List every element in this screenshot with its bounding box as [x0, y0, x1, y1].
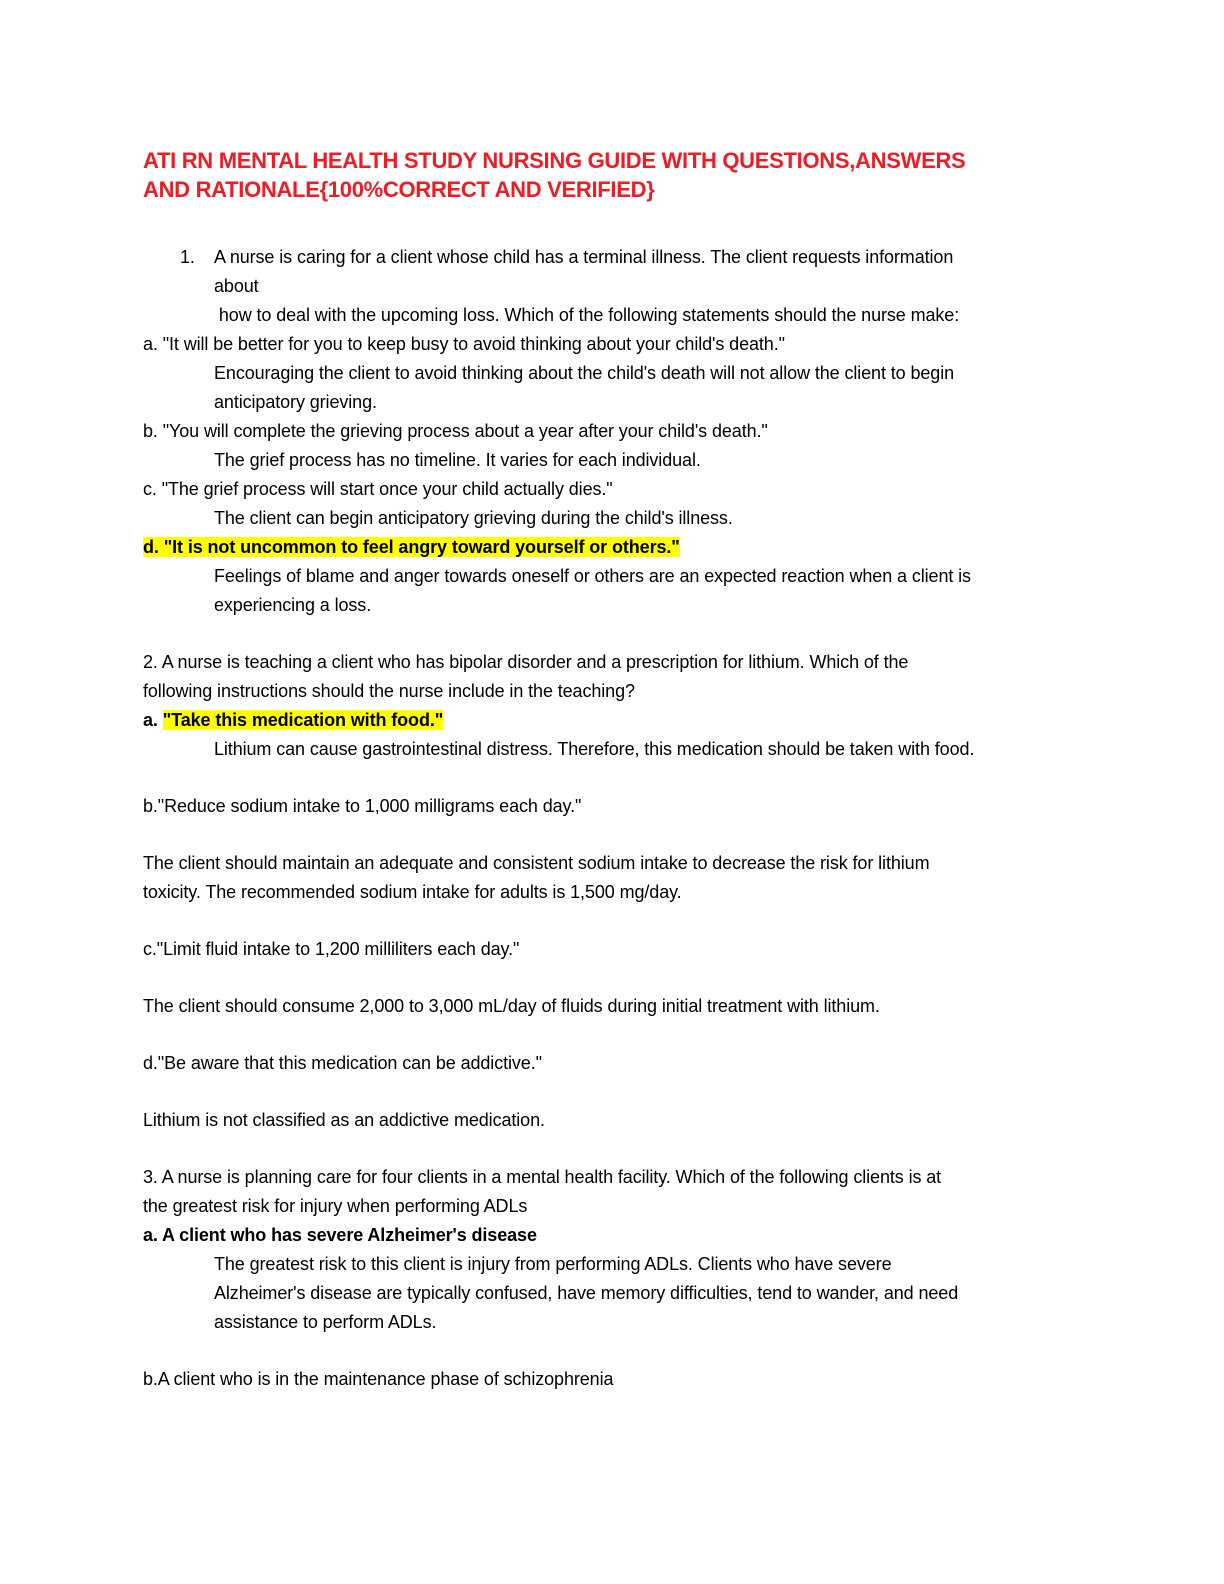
spacer	[143, 907, 1078, 935]
question-3-option-a-correct: a. A client who has severe Alzheimer's disease	[143, 1225, 537, 1245]
question-3-rationale-a-line-3: assistance to perform ADLs.	[214, 1312, 437, 1332]
question-1-option-c: c. "The grief process will start once your child actually dies."	[143, 479, 613, 499]
question-1-option-d-correct: d. "It is not uncommon to feel angry toward yourself or others."	[143, 537, 680, 557]
question-1-option-d-row	[143, 533, 1078, 562]
question-1-rationale-c: The client can begin anticipatory grieving during the child's illness.	[214, 508, 733, 528]
question-2-rationale-b-line-1: The client should maintain an adequate and consistent sodium intake to decrease the risk for lithium	[143, 853, 930, 873]
question-1-option-b: b. "You will complete the grieving process about a year after your child's death."	[143, 421, 768, 441]
spacer	[143, 764, 1078, 792]
question-2-option-c: c."Limit fluid intake to 1,200 milliliters each day."	[143, 939, 520, 959]
question-2	[143, 648, 1078, 1135]
question-2-option-a-row	[143, 706, 1078, 735]
question-1-stem-line-1	[143, 243, 1078, 272]
question-3-option-b: b.A client who is in the maintenance phase of schizophrenia	[143, 1369, 614, 1389]
question-3	[143, 1163, 1078, 1394]
question-1-stem-text: A nurse is caring for a client whose child has a terminal illness. The client requests information	[214, 247, 954, 267]
question-1	[143, 243, 1078, 620]
question-2-rationale-b-line-2: toxicity. The recommended sodium intake for adults is 1,500 mg/day.	[143, 882, 682, 902]
spacer	[143, 964, 1078, 992]
spacer	[143, 821, 1078, 849]
question-1-stem-line-3: how to deal with the upcoming loss. Which of the following statements should the nurse make:	[214, 305, 960, 325]
question-1-rationale-a-line-1: Encouraging the client to avoid thinking about the child's death will not allow the client to begin	[214, 363, 955, 383]
question-2-option-a-prefix: a.	[143, 710, 163, 730]
question-2-option-d: d."Be aware that this medication can be addictive."	[143, 1053, 542, 1073]
question-1-stem-line-2: about	[214, 276, 259, 296]
question-3-rationale-a-line-1: The greatest risk to this client is injury from performing ADLs. Clients who have severe	[214, 1254, 892, 1274]
document-body	[143, 243, 1078, 1394]
title-line-1: ATI RN MENTAL HEALTH STUDY NURSING GUIDE WITH QUESTIONS,ANSWERS	[143, 148, 966, 173]
question-2-option-a-correct: "Take this medication with food."	[162, 710, 444, 730]
question-2-rationale-d: Lithium is not classified as an addictive medication.	[143, 1110, 545, 1130]
spacer	[143, 1078, 1078, 1106]
question-1-rationale-b: The grief process has no timeline. It varies for each individual.	[214, 450, 701, 470]
question-1-option-a: a. "It will be better for you to keep busy to avoid thinking about your child's death."	[143, 334, 785, 354]
title-line-2: AND RATIONALE{100%CORRECT AND VERIFIED}	[143, 177, 655, 202]
question-1-rationale-a-line-2: anticipatory grieving.	[214, 392, 377, 412]
question-3-rationale-a-line-2: Alzheimer's disease are typically confused, have memory difficulties, tend to wander, and need	[214, 1283, 959, 1303]
question-1-number: 1.	[180, 247, 195, 267]
spacer	[143, 1021, 1078, 1049]
question-2-option-b: b."Reduce sodium intake to 1,000 milligrams each day."	[143, 796, 582, 816]
question-3-stem-line-2: the greatest risk for injury when performing ADLs	[143, 1196, 528, 1216]
question-2-rationale-a: Lithium can cause gastrointestinal distress. Therefore, this medication should be taken with food.	[214, 739, 975, 759]
spacer	[143, 1337, 1078, 1365]
spacer	[143, 1135, 1078, 1163]
spacer	[143, 620, 1078, 648]
question-2-rationale-c: The client should consume 2,000 to 3,000 mL/day of fluids during initial treatment with lithium.	[143, 996, 880, 1016]
document-title	[143, 142, 1103, 200]
question-2-stem-line-2: following instructions should the nurse include in the teaching?	[143, 681, 635, 701]
question-1-rationale-d-line-2: experiencing a loss.	[214, 595, 372, 615]
question-3-stem-line-1: 3. A nurse is planning care for four clients in a mental health facility. Which of the following clients is at	[143, 1167, 942, 1187]
question-1-rationale-d-line-1: Feelings of blame and anger towards oneself or others are an expected reaction when a client is	[214, 566, 971, 586]
question-2-stem-line-1: 2. A nurse is teaching a client who has bipolar disorder and a prescription for lithium. Which of the	[143, 652, 909, 672]
